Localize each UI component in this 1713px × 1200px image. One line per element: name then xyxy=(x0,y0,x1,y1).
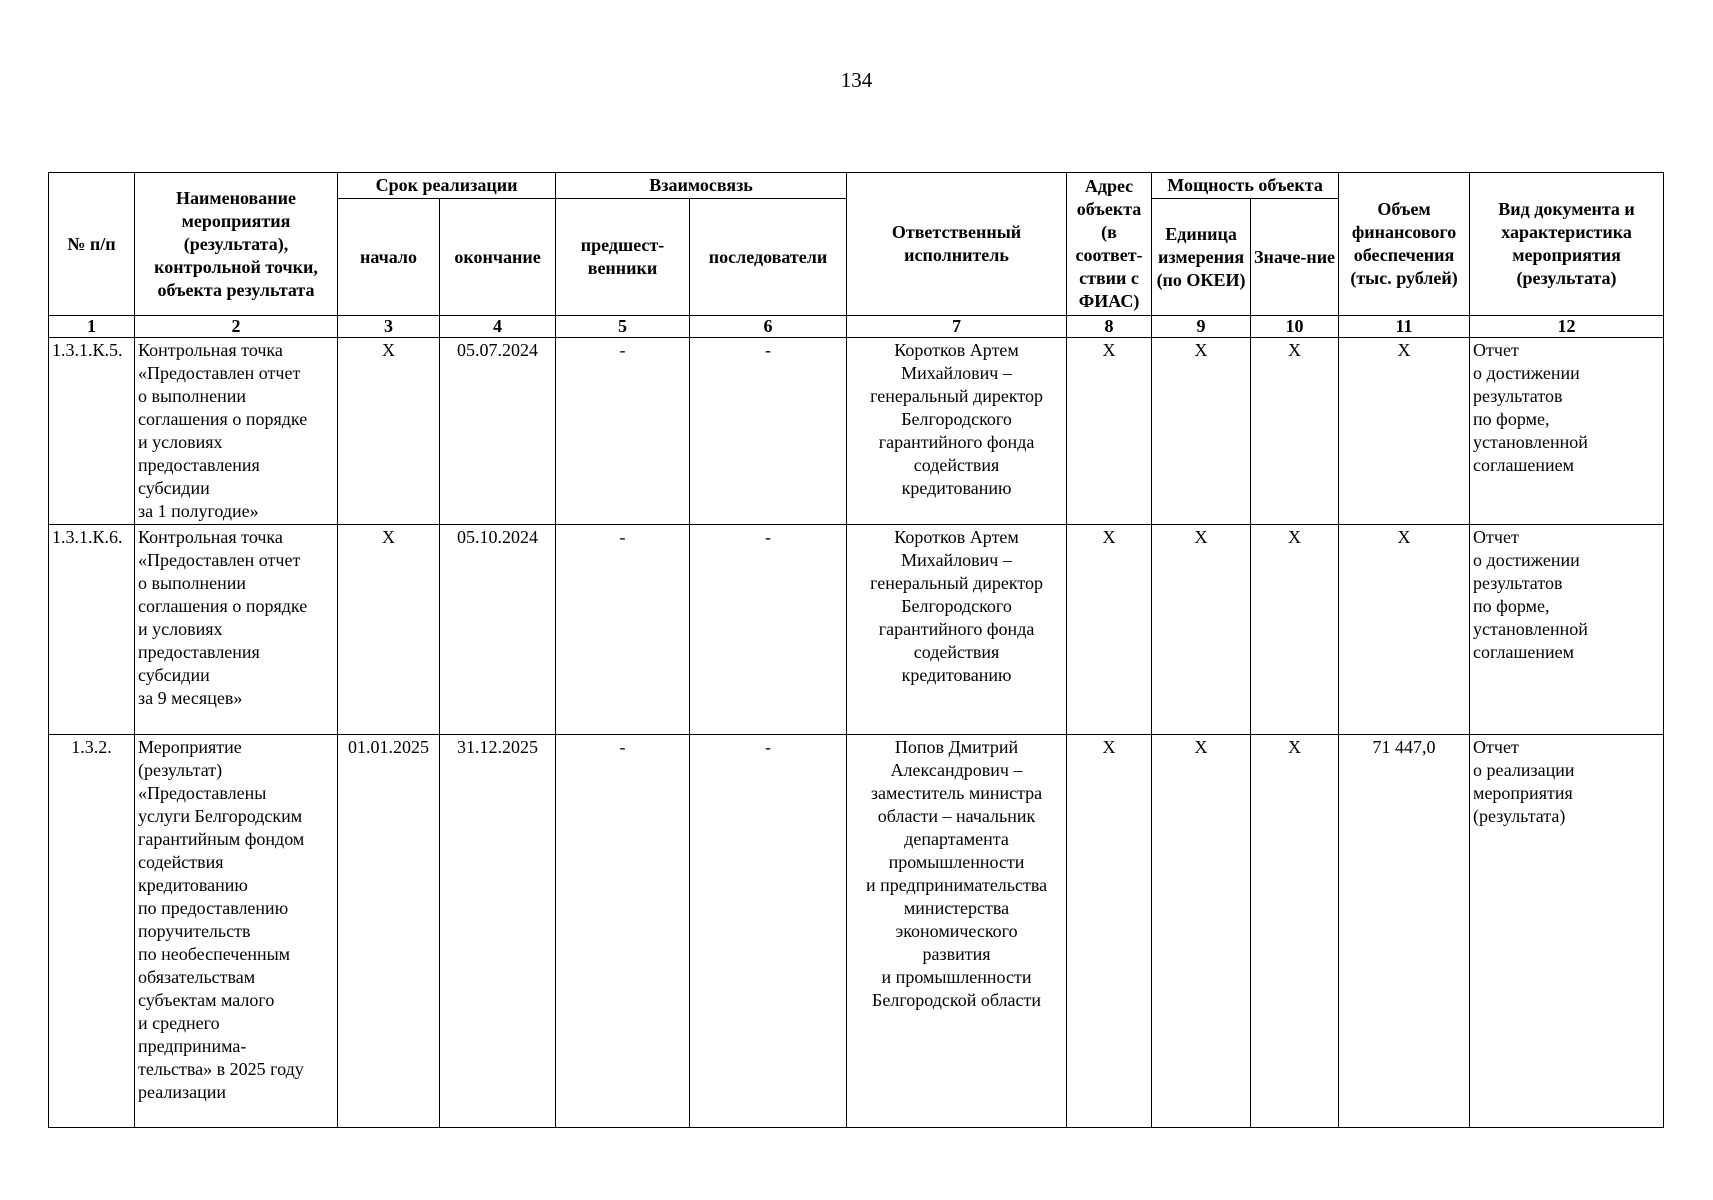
row-doc-type: Отчет о достижении результатов по форме, установленной соглашением xyxy=(1470,338,1664,525)
row-unit: X xyxy=(1152,525,1251,735)
row-address: X xyxy=(1067,525,1152,735)
table-row xyxy=(49,735,1664,1128)
row-value: X xyxy=(1251,735,1339,1128)
header-value: Значе-ние xyxy=(1251,199,1339,316)
header-successors: последователи xyxy=(690,199,847,316)
implementation-plan-table xyxy=(48,172,1664,1128)
row-address: X xyxy=(1067,735,1152,1128)
row-start: 01.01.2025 xyxy=(338,735,440,1128)
header-end: окончание xyxy=(440,199,556,316)
row-executor: Попов Дмитрий Александрович – заместитель министра области – начальник департамента промышленности и предпринимательства министерства экономического развития и промышленности Белгородской области xyxy=(847,735,1067,1128)
header-start: начало xyxy=(338,199,440,316)
row-value: X xyxy=(1251,338,1339,525)
row-finance: 71 447,0 xyxy=(1339,735,1470,1128)
column-number: 3 xyxy=(338,316,440,338)
column-number: 1 xyxy=(49,316,135,338)
row-doc-type: Отчет о реализации мероприятия (результата) xyxy=(1470,735,1664,1128)
column-number: 7 xyxy=(847,316,1067,338)
column-number: 2 xyxy=(135,316,338,338)
row-predecessors: - xyxy=(556,338,690,525)
row-start: X xyxy=(338,338,440,525)
row-doc-type: Отчет о достижении результатов по форме, установленной соглашением xyxy=(1470,525,1664,735)
header-num: № п/п xyxy=(49,173,135,316)
row-name: Контрольная точка «Предоставлен отчет о выполнении соглашения о порядке и условиях предоставления субсидии за 9 месяцев» xyxy=(135,525,338,735)
row-name: Контрольная точка «Предоставлен отчет о выполнении соглашения о порядке и условиях предоставления субсидии за 1 полугодие» xyxy=(135,338,338,525)
row-successors: - xyxy=(690,735,847,1128)
header-predecessors: предшест-венники xyxy=(556,199,690,316)
column-number: 4 xyxy=(440,316,556,338)
row-end: 05.07.2024 xyxy=(440,338,556,525)
row-unit: X xyxy=(1152,338,1251,525)
row-num: 1.3.1.К.6. xyxy=(49,525,135,735)
header-period: Срок реализации xyxy=(338,173,556,199)
header-address: Адрес объекта (в соответ-ствии с ФИАС) xyxy=(1067,173,1152,316)
table-row xyxy=(49,525,1664,735)
header-doc-type: Вид документа и характеристика мероприятия (результата) xyxy=(1470,173,1664,316)
page-number: 134 xyxy=(840,68,873,92)
row-successors: - xyxy=(690,525,847,735)
row-finance: X xyxy=(1339,525,1470,735)
row-value: X xyxy=(1251,525,1339,735)
row-address: X xyxy=(1067,338,1152,525)
row-executor: Коротков Артем Михайлович – генеральный директор Белгородского гарантийного фонда содействия кредитованию xyxy=(847,525,1067,735)
row-end: 31.12.2025 xyxy=(440,735,556,1128)
row-predecessors: - xyxy=(556,525,690,735)
row-executor: Коротков Артем Михайлович – генеральный директор Белгородского гарантийного фонда содействия кредитованию xyxy=(847,338,1067,525)
row-num: 1.3.2. xyxy=(49,735,135,1128)
header-capacity: Мощность объекта xyxy=(1152,173,1339,199)
column-number: 9 xyxy=(1152,316,1251,338)
row-end: 05.10.2024 xyxy=(440,525,556,735)
row-finance: X xyxy=(1339,338,1470,525)
header-finance: Объем финансового обеспечения (тыс. рублей) xyxy=(1339,173,1470,316)
header-name: Наименование мероприятия (результата), контрольной точки, объекта результата xyxy=(135,173,338,316)
column-number: 10 xyxy=(1251,316,1339,338)
row-num: 1.3.1.К.5. xyxy=(49,338,135,525)
header-executor: Ответственный исполнитель xyxy=(847,173,1067,316)
header-relation: Взаимосвязь xyxy=(556,173,847,199)
column-number: 11 xyxy=(1339,316,1470,338)
row-successors: - xyxy=(690,338,847,525)
row-predecessors: - xyxy=(556,735,690,1128)
row-unit: X xyxy=(1152,735,1251,1128)
column-number: 5 xyxy=(556,316,690,338)
column-number: 8 xyxy=(1067,316,1152,338)
table-row xyxy=(49,338,1664,525)
header-unit: Единица измерения (по ОКЕИ) xyxy=(1152,199,1251,316)
column-number-row xyxy=(49,316,1664,338)
row-start: X xyxy=(338,525,440,735)
column-number: 12 xyxy=(1470,316,1664,338)
column-number: 6 xyxy=(690,316,847,338)
row-name: Мероприятие (результат) «Предоставлены услуги Белгородским гарантийным фондом содействия кредитованию по предоставлению поручительств по необеспеченным обязательствам субъектам малого и среднего предпринима- тельства» в 2025 году реализации xyxy=(135,735,338,1128)
